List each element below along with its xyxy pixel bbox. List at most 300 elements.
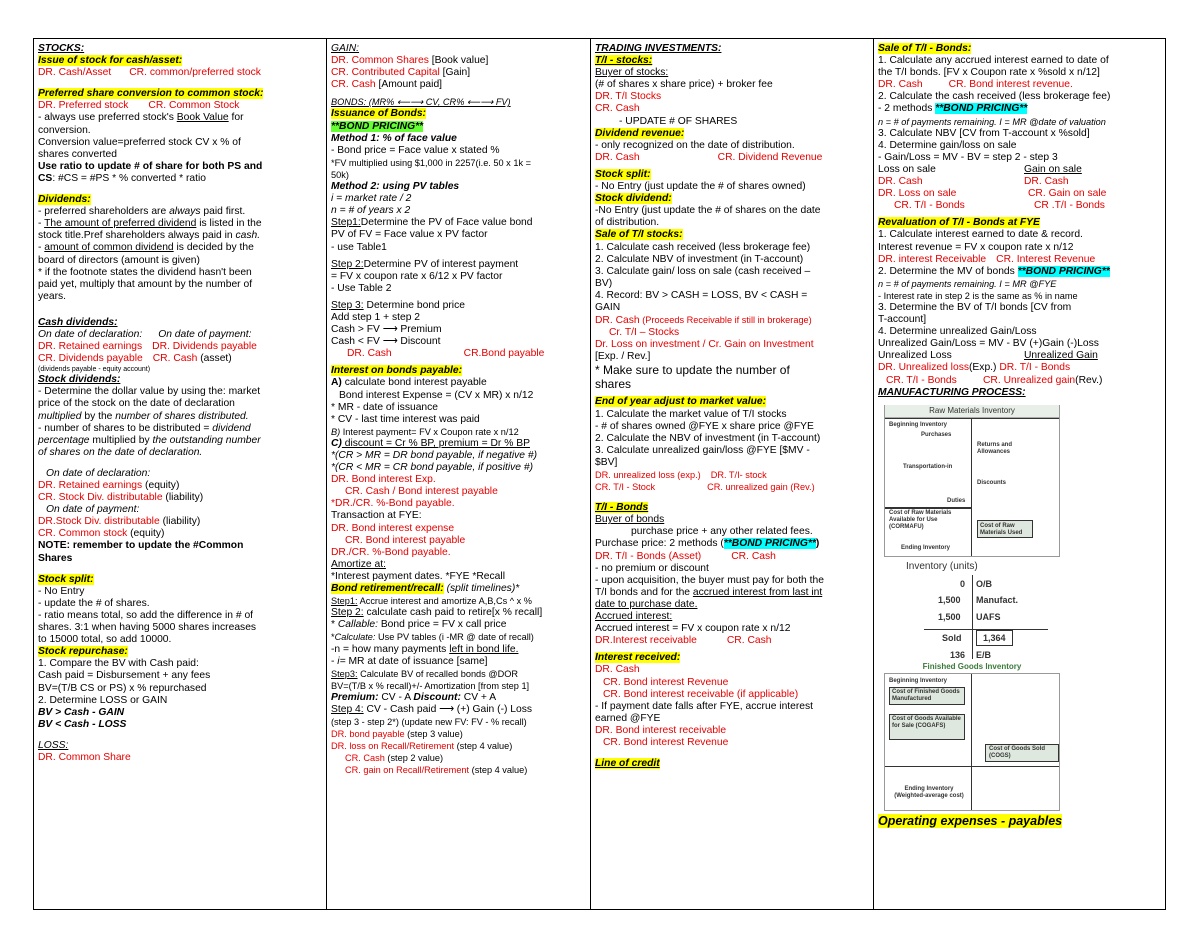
rmi-transport: Transportation-in bbox=[903, 463, 953, 470]
entry: CR. Cash bbox=[331, 79, 376, 91]
text: - bbox=[38, 242, 45, 254]
text: - Gain/Loss = MV - BV = step 2 - step 3 bbox=[878, 151, 1058, 163]
t-account-line bbox=[971, 418, 972, 556]
entry: DR. Dividends payable bbox=[152, 341, 257, 353]
text: Unrealized Loss bbox=[878, 350, 952, 362]
entry: CR. Contributed Capital bbox=[331, 67, 440, 79]
text: Premium: bbox=[331, 691, 379, 703]
text: Step 2: bbox=[331, 607, 364, 619]
entry: CR. Common stock bbox=[38, 528, 128, 540]
entry: DR. Unrealized loss bbox=[878, 362, 969, 374]
text: years. bbox=[38, 290, 67, 302]
entry: DR. Common Shares bbox=[331, 55, 429, 67]
text: Add step 1 + step 2 bbox=[331, 311, 421, 323]
entry: DR./CR. %-Bond payable. bbox=[331, 546, 451, 558]
text: 3. Calculate unrealized gain/loss @FYE [$MV - bbox=[595, 444, 810, 456]
section-title: TRADING INVESTMENTS: bbox=[595, 43, 722, 54]
heading-repurchase: Stock repurchase: bbox=[38, 646, 128, 658]
text: GAIN bbox=[595, 301, 621, 313]
text: * if the footnote states the dividend hasn't been bbox=[38, 266, 252, 278]
text: 4. Determine gain/loss on sale bbox=[878, 139, 1017, 151]
text: number of shares distributed. bbox=[115, 410, 249, 422]
text: date to purchase date. bbox=[595, 598, 698, 610]
entry: DR. unrealized loss (exp.) bbox=[595, 470, 701, 480]
fgi-cogs: Cost of Goods Sold (COGS) bbox=[989, 745, 1045, 759]
text: Accrue interest and amortize A,B,Cs ^ x % bbox=[357, 596, 532, 607]
text: Determine the PV of Face value bond bbox=[360, 217, 533, 229]
text: Cash paid = Disbursement + any fees bbox=[38, 670, 211, 682]
text: : #CS = #PS * % converted * ratio bbox=[52, 172, 206, 184]
text: discount = Cr % BP, premium = Dr % BP bbox=[341, 437, 530, 449]
heading-stock-split: Stock split: bbox=[595, 168, 651, 180]
text: On date of declaration: bbox=[38, 328, 143, 340]
text: Bond interest Expense = (CV x MR) x n/12 bbox=[339, 389, 534, 401]
text: multiplied by bbox=[89, 434, 153, 446]
rmi-divider bbox=[885, 507, 971, 509]
text: calculate cash paid to retire[x % recall] bbox=[363, 607, 543, 619]
text: - No Entry bbox=[38, 585, 85, 597]
text: Conversion value=preferred stock CV x % of bbox=[38, 136, 241, 148]
inventory-units-diagram bbox=[884, 561, 1060, 659]
entry: DR. Bond interest receivable bbox=[595, 724, 727, 736]
text: cash. bbox=[235, 230, 261, 242]
heading-operating-expenses: Operating expenses - payables bbox=[878, 813, 1063, 828]
text: is listed in the bbox=[196, 218, 262, 230]
text: Accrued interest: bbox=[595, 611, 673, 623]
entry: DR. Common Share bbox=[38, 751, 131, 763]
entry: CR. gain on Recall/Retirement bbox=[345, 765, 470, 776]
entry: CR. Stock Div. distributable bbox=[38, 492, 163, 504]
entry: DR. Cash bbox=[595, 664, 640, 676]
text: (step 3 - step 2*) (update new FV: FV - % recall) bbox=[331, 717, 527, 728]
t-account-line bbox=[971, 674, 972, 810]
inv-ob-label: O/B bbox=[976, 578, 993, 589]
text: [Amount paid] bbox=[375, 79, 443, 91]
text: (equity) bbox=[127, 528, 165, 540]
text: BV) bbox=[595, 277, 613, 289]
finished-goods-title: Finished Goods Inventory bbox=[922, 661, 1022, 671]
text: 2. Determine LOSS or GAIN bbox=[38, 694, 168, 706]
text: Step 4: bbox=[331, 703, 364, 715]
text: Step 3: bbox=[331, 299, 364, 311]
text: Buyer of stocks: bbox=[595, 67, 669, 79]
text: *FV multiplied using $1,000 in 2257(i.e. 50 x 1k = bbox=[331, 157, 531, 168]
entry: CR. Bond interest Revenue bbox=[603, 676, 729, 688]
text: Amortize at: bbox=[331, 558, 386, 570]
text: 2. Calculate the NBV of investment (in T-account) bbox=[595, 432, 821, 444]
entry: CR. Bond interest receivable (if applicable) bbox=[603, 688, 799, 700]
text: 3. Calculate gain/ loss on sale (cash received – bbox=[595, 265, 811, 277]
text: Determine bond price bbox=[363, 299, 465, 311]
text: - UPDATE # OF SHARES bbox=[619, 115, 738, 127]
entry: CR. common/preferred stock bbox=[129, 67, 261, 79]
text: - preferred shareholders are bbox=[38, 206, 170, 218]
entry: DR. Cash/Asset bbox=[38, 67, 112, 79]
fgi-cogafs: Cost of Goods Available for Sale (COGAFS) bbox=[892, 715, 961, 729]
inv-eb-label: E/B bbox=[976, 649, 992, 660]
text: [Gain] bbox=[439, 67, 471, 79]
entry: Cr. T/I – Stocks bbox=[609, 327, 680, 339]
entry: DR.Interest receivable bbox=[595, 635, 697, 647]
text: T-account] bbox=[878, 314, 927, 326]
text: - bbox=[331, 655, 338, 667]
text: accrued interest from last int bbox=[692, 586, 823, 598]
text: (asset) bbox=[197, 353, 232, 365]
entry: CR. Cash bbox=[345, 753, 385, 764]
text: 2. Calculate NBV of investment (in T-account) bbox=[595, 253, 804, 265]
heading-sale-ti-stocks: Sale of T/I stocks: bbox=[595, 229, 683, 241]
entry: DR. T/I Stocks bbox=[595, 91, 662, 103]
text: * bbox=[331, 632, 335, 643]
text: 2. Calculate the cash received (less brokerage fee) bbox=[878, 91, 1111, 103]
inv-sold-value: 1,364 bbox=[976, 630, 1013, 646]
heading-gain: GAIN: bbox=[331, 43, 360, 54]
heading-revaluation: Revaluation of T/I - Bonds at FYE bbox=[878, 217, 1040, 229]
text: 4. Determine unrealized Gain/Loss bbox=[878, 326, 1037, 338]
text: shares bbox=[595, 377, 632, 392]
text: 3. Calculate NBV [CV from T-account x %sold] bbox=[878, 127, 1090, 139]
text: Interest payment= FV x Coupon rate x n/12 bbox=[340, 426, 519, 437]
text: Calculate BV of recalled bonds @DOR bbox=[357, 668, 519, 679]
text: T/I bonds and for the bbox=[595, 586, 693, 598]
text: paid yet, multiply that amount by the number of bbox=[38, 278, 253, 290]
entry: CR. Bond interest Revenue bbox=[603, 736, 729, 748]
entry: CR. unrealized gain (Rev.) bbox=[707, 482, 815, 493]
text: (step 4 value) bbox=[454, 741, 513, 752]
text: the T/I bonds. [FV x Coupon rate x %sold x n/12] bbox=[878, 67, 1100, 79]
text: BV > Cash - GAIN bbox=[38, 706, 125, 718]
text: - Use Table 2 bbox=[331, 282, 392, 294]
raw-materials-diagram bbox=[884, 405, 1060, 557]
rmi-used: Cost of Raw Materials Used bbox=[980, 522, 1023, 536]
entry: CR. Cash bbox=[595, 103, 640, 115]
section-title: STOCKS: bbox=[38, 43, 85, 54]
inv-uafs-value: 1,500 bbox=[938, 611, 961, 622]
entry: DR. Cash bbox=[878, 176, 923, 188]
column-stocks bbox=[34, 39, 327, 909]
text: Unrealized Gain/Loss = MV - BV (+)Gain (-)Loss bbox=[878, 338, 1099, 350]
text: Cash > FV ⟶ Premium bbox=[331, 324, 442, 336]
text: (step 3 value) bbox=[404, 729, 463, 740]
inv-manufact-label: Manufact. bbox=[976, 594, 1019, 605]
text: stock title.Pref shareholders always paid in bbox=[38, 230, 236, 242]
entry: CR. Interest Revenue bbox=[996, 253, 1096, 265]
heading-pref: Preferred share conversion to common stock: bbox=[38, 88, 264, 100]
rmi-purchases: Purchases bbox=[921, 431, 952, 438]
column-trading-investments bbox=[591, 39, 874, 909]
finished-goods-diagram bbox=[884, 673, 1060, 811]
text: - No Entry (just update the # of shares owned) bbox=[595, 181, 806, 193]
rmi-cormafu: Cost of Raw Materials Available for Use (CORMAFU) bbox=[889, 509, 952, 530]
text: NOTE: remember to update the #Common bbox=[38, 540, 244, 552]
text: - # of shares owned @FYE x share price @FYE bbox=[595, 420, 814, 432]
text: PV of FV = Face value x PV factor bbox=[331, 229, 488, 241]
text: - bbox=[38, 218, 45, 230]
cheat-sheet bbox=[33, 38, 1166, 910]
text: - no premium or discount bbox=[595, 562, 709, 574]
text: paid first. bbox=[200, 206, 246, 218]
text: Shares bbox=[38, 552, 73, 564]
heading-dividend-revenue: Dividend revenue: bbox=[595, 127, 685, 139]
entry: DR. bond payable bbox=[331, 729, 405, 740]
inv-ob-value: 0 bbox=[960, 578, 966, 589]
text: - only recognized on the date of distribution. bbox=[595, 139, 795, 151]
text: On date of payment: bbox=[158, 328, 252, 340]
column-bonds bbox=[327, 39, 591, 909]
text: always bbox=[169, 206, 201, 218]
heading-ti-bonds: T/I - Bonds bbox=[595, 502, 649, 514]
text: of distribution. bbox=[595, 217, 660, 229]
text: CS bbox=[38, 172, 53, 184]
t-account-line bbox=[885, 766, 1059, 767]
text: n = # of payments remaining. I = MR @FYE bbox=[878, 278, 1057, 289]
fgi-cfgm: Cost of Finished Goods Manufactured bbox=[892, 688, 960, 702]
text: = FV x coupon rate x 6/12 x PV factor bbox=[331, 270, 503, 282]
text: Purchase price: 2 methods ( bbox=[595, 538, 724, 550]
heading-interest-bonds: Interest on bonds payable: bbox=[331, 365, 463, 377]
entry: DR. Bond interest Exp. bbox=[331, 474, 436, 486]
text: - If payment date falls after FYE, accrue interest bbox=[595, 700, 814, 712]
heading-bond-retirement: Bond retirement/recall: bbox=[331, 583, 444, 595]
inv-eb-value: 136 bbox=[950, 649, 966, 660]
text: n = # of years x 2 bbox=[331, 205, 411, 217]
heading-stock-split: Stock split: bbox=[38, 573, 94, 585]
fgi-ending: Ending Inventory (Weighted-average cost) bbox=[894, 785, 964, 799]
text: Unrealized Gain bbox=[1024, 350, 1098, 362]
heading-bonds: BONDS: (MR% ⟵⟶ CV, CR% ⟵⟶ FV) bbox=[331, 97, 511, 108]
text: - update the # of shares. bbox=[38, 597, 150, 609]
text: - Interest rate in step 2 is the same as % in name bbox=[878, 290, 1078, 301]
heading-issuance: Issuance of Bonds: bbox=[331, 108, 426, 120]
text: Use PV tables (i -MR @ date of recall) bbox=[375, 632, 534, 643]
text: B) bbox=[331, 426, 341, 437]
text: (liability) bbox=[162, 492, 204, 504]
text: Callable: bbox=[337, 619, 378, 631]
heading-line-of-credit: Line of credit bbox=[595, 758, 660, 770]
text: [Book value] bbox=[428, 55, 489, 67]
text: i = market rate / 2 bbox=[331, 193, 412, 205]
entry: CR. Bond interest payable bbox=[345, 534, 466, 546]
entry: CR.Bond payable bbox=[463, 348, 545, 360]
text: *Interest payment dates. *FYE *Recall bbox=[331, 570, 505, 582]
text: 1. Calculate interest earned to date & record. bbox=[878, 229, 1083, 241]
text: The amount of preferred dividend bbox=[44, 218, 197, 230]
text: (liability) bbox=[159, 516, 201, 528]
text: board of directors (amount is given) bbox=[38, 254, 200, 266]
text: On date of declaration: bbox=[46, 467, 151, 479]
rmi-duties: Duties bbox=[947, 497, 966, 504]
text: Step1: bbox=[331, 217, 361, 229]
text: for bbox=[228, 112, 244, 124]
text: percentage bbox=[38, 434, 90, 446]
entry: DR. Bond interest expense bbox=[331, 522, 455, 534]
text: * MR - date of issuance bbox=[331, 401, 439, 413]
text: 1. Compare the BV with Cash paid: bbox=[38, 658, 199, 670]
text: shares. 3:1 when having 5000 shares increases bbox=[38, 622, 257, 634]
text: - upon acquisition, the buyer must pay for both the bbox=[595, 574, 824, 586]
inventory-line bbox=[972, 575, 973, 659]
entry: CR. Cash bbox=[726, 635, 772, 647]
heading-stock-dividends: Stock dividends: bbox=[38, 374, 121, 386]
text: $BV] bbox=[595, 456, 618, 468]
text: (equity) bbox=[142, 480, 180, 491]
text: * Make sure to update the number of bbox=[595, 363, 790, 378]
bond-pricing-tag: **BOND PRICING** bbox=[331, 120, 424, 132]
text: to 15000 total, so add 10000. bbox=[38, 634, 172, 646]
text: Accrued interest = FV x coupon rate x n/12 bbox=[595, 623, 791, 635]
text: Cash < FV ⟶ Discount bbox=[331, 336, 441, 348]
text: -n = how many payments bbox=[331, 643, 450, 655]
text: Interest revenue = FV x coupon rate x n/12 bbox=[878, 241, 1074, 253]
text: On date of payment: bbox=[46, 504, 140, 516]
entry: DR.Stock Div. distributable bbox=[38, 516, 160, 528]
text: C) bbox=[331, 437, 342, 449]
entry: DR. Retained earnings bbox=[38, 480, 143, 491]
entry: CR. T/I - Bonds bbox=[894, 200, 965, 212]
text: - use Table1 bbox=[331, 241, 387, 253]
text: earned @FYE bbox=[595, 712, 661, 724]
text: - ratio means total, so add the difference in # of bbox=[38, 609, 254, 621]
text: * bbox=[331, 619, 338, 631]
inv-manufact-value: 1,500 bbox=[938, 594, 961, 605]
text: Step 2: bbox=[331, 258, 364, 270]
heading-interest-received: Interest received: bbox=[595, 652, 681, 664]
entry: DR. interest Receivable bbox=[878, 253, 987, 265]
text: (# of shares x share price) + broker fee bbox=[595, 79, 773, 91]
heading-method1: Method 1: % of face value bbox=[331, 132, 457, 144]
text: -No Entry (just update the # of shares on the date bbox=[595, 205, 821, 217]
heading-sale-ti-bonds: Sale of T/I - Bonds: bbox=[878, 43, 972, 54]
text: by the bbox=[81, 410, 116, 422]
entry: DR. T/I- stock bbox=[710, 470, 767, 480]
text: A) bbox=[331, 377, 342, 389]
text: Use ratio to update # of share for both PS and bbox=[38, 160, 263, 172]
entry: CR. Gain on sale bbox=[1028, 188, 1107, 200]
entry: (Proceeds Receivable if still in brokerage) bbox=[639, 315, 812, 326]
text: purchase price + any other related fees. bbox=[631, 526, 813, 538]
entry: DR. loss on Recall/Retirement bbox=[331, 741, 455, 752]
bond-pricing-tag: **BOND PRICING** bbox=[1017, 265, 1110, 277]
text: 3. Determine the BV of T/I bonds [CV from bbox=[878, 301, 1072, 313]
column-bonds-sale bbox=[874, 39, 1165, 909]
heading-cash-dividends: Cash dividends: bbox=[38, 316, 118, 328]
text: price of the stock on the date of declaration bbox=[38, 398, 235, 410]
entry: CR. Unrealized gain bbox=[983, 374, 1076, 386]
text: is decided by the bbox=[173, 242, 254, 254]
text: - Determine the dollar value by using the: market bbox=[38, 386, 261, 398]
text: *(CR > MR = DR bond payable, if negative #) bbox=[331, 450, 538, 461]
entry: CR .T/I - Bonds bbox=[1034, 200, 1105, 212]
text: conversion. bbox=[38, 124, 91, 136]
entry: DR. Cash bbox=[347, 348, 392, 360]
text: Book Value bbox=[176, 112, 229, 124]
text: 2. Determine the MV of bonds bbox=[878, 265, 1018, 277]
raw-materials-title: Raw Materials Inventory bbox=[885, 405, 1059, 418]
entry: CR. T/I - Bonds bbox=[886, 374, 957, 386]
entry: DR. Retained earnings bbox=[38, 341, 143, 353]
heading-stock-dividend: Stock dividend: bbox=[595, 193, 672, 205]
text: CV - Cash paid ⟶ (+) Gain (-) Loss bbox=[363, 703, 533, 715]
inv-uafs-label: UAFS bbox=[976, 611, 1001, 622]
text: the outstanding number bbox=[152, 434, 261, 446]
entry: CR. Dividend Revenue bbox=[717, 151, 823, 163]
bond-pricing-tag: **BOND PRICING** bbox=[723, 538, 816, 550]
heading-end-of-year: End of year adjust to market value: bbox=[595, 396, 767, 408]
heading-issue: Issue of stock for cash/asset: bbox=[38, 55, 183, 67]
text: - Bond price = Face value x stated % bbox=[331, 144, 500, 156]
text: MR at date of issuance [same] bbox=[345, 655, 488, 667]
entry: DR. Cash bbox=[595, 151, 640, 163]
text: BV < Cash - LOSS bbox=[38, 718, 127, 730]
entry: Dr. Loss on investment / Cr. Gain on Investment bbox=[595, 339, 814, 351]
entry: DR. Cash bbox=[595, 315, 640, 327]
text: amount of common dividend bbox=[44, 242, 174, 254]
text: CV + A bbox=[460, 691, 497, 703]
text: of shares on the date of declaration. bbox=[38, 446, 203, 458]
entry: CR. Cash / Bond interest payable bbox=[345, 486, 498, 498]
text: n = # of payments remaining. I = MR @date of valuation bbox=[878, 116, 1106, 127]
text: multiplied bbox=[38, 410, 82, 422]
entry: CR. Cash bbox=[731, 550, 776, 562]
text: (dividends payable - equity account) bbox=[38, 366, 151, 374]
entry: CR. T/I - Stock bbox=[595, 482, 656, 493]
bond-pricing-tag: **BOND PRICING** bbox=[935, 103, 1028, 115]
entry: DR. T/I - Bonds (Asset) bbox=[595, 550, 702, 562]
heading-manufacturing: MANUFACTURING PROCESS: bbox=[878, 386, 1026, 398]
text: Buyer of bonds bbox=[595, 514, 665, 526]
text: Loss on sale bbox=[878, 163, 936, 175]
entry: DR. Preferred stock bbox=[38, 100, 129, 112]
text: - always use preferred stock's bbox=[38, 112, 177, 124]
text: Bond price = FV x call price bbox=[377, 619, 507, 631]
text: BV=(T/B x % recall)+/- Amortization [from step 1] bbox=[331, 680, 530, 691]
heading-ti-stocks: T/I - stocks: bbox=[595, 55, 653, 67]
text: Transaction at FYE: bbox=[331, 510, 422, 522]
text: CV - A bbox=[378, 691, 414, 703]
text: shares converted bbox=[38, 148, 117, 160]
entry: CR. Common Stock bbox=[148, 100, 240, 112]
text: left in bond life. bbox=[449, 643, 519, 655]
entry: DR. Cash bbox=[878, 79, 923, 91]
entry: DR. T/I - Bonds bbox=[996, 362, 1071, 374]
rmi-discounts: Discounts bbox=[977, 479, 1007, 486]
entry: CR. Dividends payable bbox=[38, 353, 143, 365]
heading-method2: Method 2: using PV tables bbox=[331, 181, 460, 193]
heading-loss: LOSS: bbox=[38, 739, 69, 751]
heading-dividends: Dividends: bbox=[38, 194, 91, 206]
entry: DR. Cash bbox=[1024, 176, 1069, 188]
rmi-returns: Returns and Allowances bbox=[977, 441, 1013, 455]
t-account-line bbox=[885, 418, 1059, 419]
text: BV=(T/B CS or PS) x % repurchased bbox=[38, 682, 207, 694]
text: ) bbox=[815, 538, 820, 550]
text: Gain on sale bbox=[1024, 163, 1082, 175]
fgi-beginning: Beginning Inventory bbox=[889, 677, 948, 684]
text: Calculate: bbox=[334, 632, 376, 643]
entry: CR. Bond interest revenue. bbox=[948, 79, 1073, 91]
text: * CV - last time interest was paid bbox=[331, 413, 480, 425]
inventory-title: Inventory (units) bbox=[906, 560, 978, 572]
text: 1. Calculate the market value of T/I stocks bbox=[595, 408, 787, 420]
text: - 2 methods bbox=[878, 103, 936, 115]
entry: CR. Cash bbox=[152, 353, 198, 365]
text: - number of shares to be distributed = bbox=[38, 422, 213, 434]
text: *(CR < MR = CR bond payable, if positive #) bbox=[331, 462, 534, 474]
text: (Exp.) bbox=[969, 362, 997, 374]
text: i= bbox=[337, 655, 346, 667]
text: (Rev.) bbox=[1075, 374, 1103, 386]
text: (step 2 value) bbox=[384, 753, 444, 764]
